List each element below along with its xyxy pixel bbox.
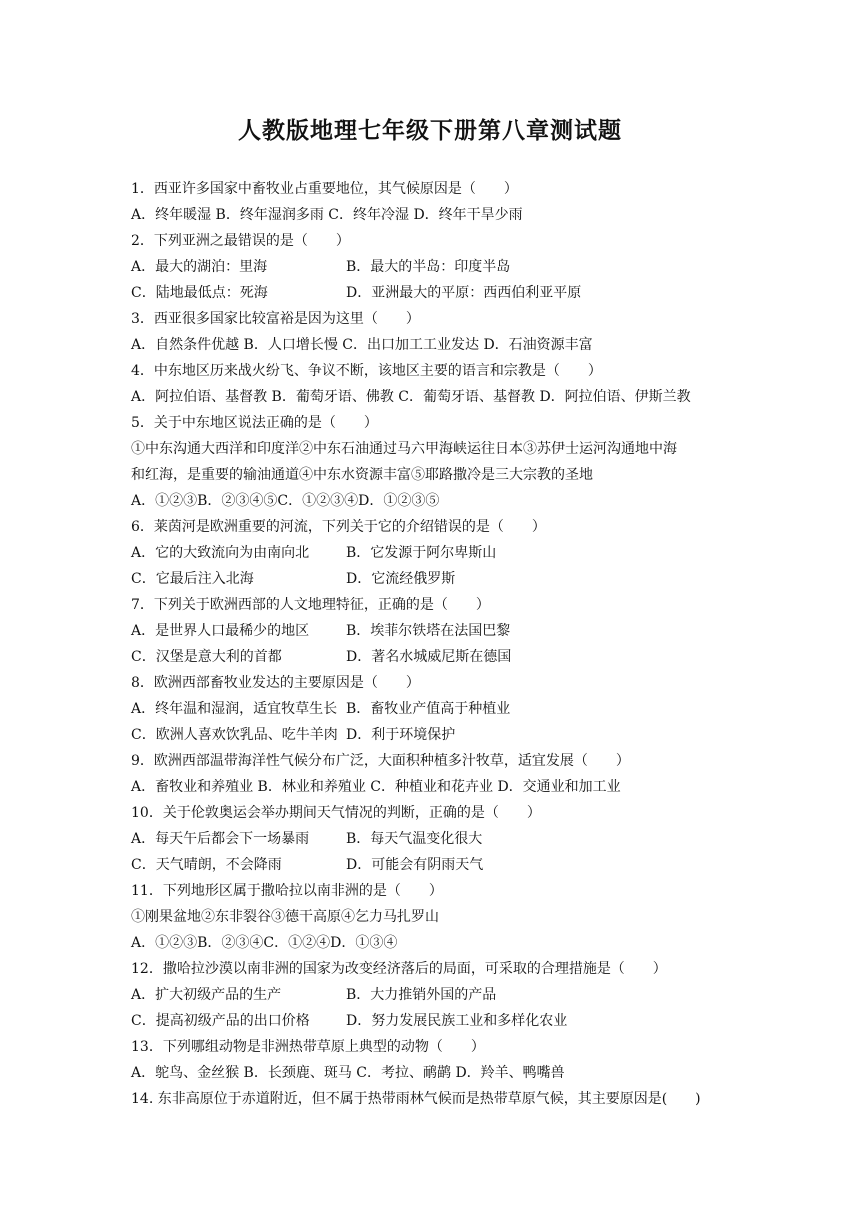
question-8-option-a: A．终年温和湿润，适宜牧草生长 (131, 701, 338, 717)
question-10-option-a: A．每天午后都会下一场暴雨 (131, 831, 310, 847)
question-9-stem: 9．欧洲西部温带海洋性气候分布广泛，大面积种植多汁牧草，适宜发展（ ） (131, 753, 630, 769)
question-8-options-row-2 (131, 722, 751, 748)
question-8-option-b: B．畜牧业产值高于种植业 (346, 701, 511, 717)
question-5-stem: 5．关于中东地区说法正确的是（ ） (131, 415, 378, 431)
question-12-option-c: C．提高初级产品的出口价格 (131, 1013, 310, 1029)
question-6-stem: 6．莱茵河是欧洲重要的河流，下列关于它的介绍错误的是（ ） (131, 519, 546, 535)
question-6-option-d: D．它流经俄罗斯 (346, 571, 456, 587)
question-10-stem: 10．关于伦敦奥运会举办期间天气情况的判断，正确的是（ ） (131, 805, 541, 821)
question-5-statements-2: 和红海，是重要的输油通道④中东水资源丰富⑤耶路撒冷是三大宗教的圣地 (131, 467, 593, 483)
question-8-stem: 8．欧洲西部畜牧业发达的主要原因是（ ） (131, 675, 420, 691)
question-11-statements: ①刚果盆地②东非裂谷③德干高原④乞力马扎罗山 (131, 909, 439, 925)
question-2-option-c: C．陆地最低点：死海 (131, 285, 268, 301)
question-12-options-row-1 (131, 982, 751, 1008)
question-10-option-c: C．天气晴朗，不会降雨 (131, 857, 282, 873)
question-11-options: A．①②③B．②③④C．①②④D．①③④ (131, 935, 398, 951)
question-13-options: A．鸵鸟、金丝猴 B．长颈鹿、斑马 C．考拉、鸸鹋 D．羚羊、鸭嘴兽 (131, 1065, 565, 1081)
question-list (131, 176, 751, 1112)
question-7-option-b: B．埃菲尔铁塔在法国巴黎 (346, 623, 511, 639)
question-2-stem: 2．下列亚洲之最错误的是（ ） (131, 233, 350, 249)
question-2-options-row-1 (131, 254, 751, 280)
question-12-option-b: B．大力推销外国的产品 (346, 987, 497, 1003)
question-1-stem: 1．西亚许多国家中畜牧业占重要地位，其气候原因是（ ） (131, 181, 518, 197)
question-7-stem: 7．下列关于欧洲西部的人文地理特征，正确的是（ ） (131, 597, 490, 613)
question-10-options-row-1 (131, 826, 751, 852)
question-12-options-row-2 (131, 1008, 751, 1034)
question-6-option-a: A．它的大致流向为由南向北 (131, 545, 310, 561)
question-1-options: A．终年暖湿 B．终年湿润多雨 C．终年冷湿 D．终年干旱少雨 (131, 207, 523, 223)
question-5-options: A．①②③B．②③④⑤C．①②③④D．①②③⑤ (131, 493, 440, 509)
question-6-option-b: B．它发源于阿尔卑斯山 (346, 545, 497, 561)
question-10-option-d: D．可能会有阴雨天气 (346, 857, 484, 873)
question-2-options-row-2 (131, 280, 751, 306)
question-3-stem: 3．西亚很多国家比较富裕是因为这里（ ） (131, 311, 420, 327)
question-12-option-a: A．扩大初级产品的生产 (131, 987, 282, 1003)
question-7-option-a: A．是世界人口最稀少的地区 (131, 623, 310, 639)
question-3-options: A．自然条件优越 B．人口增长慢 C．出口加工工业发达 D．石油资源丰富 (131, 337, 593, 353)
question-5-statements-1: ①中东沟通大西洋和印度洋②中东石油通过马六甲海峡运往日本③苏伊士运河沟通地中海 (131, 441, 677, 457)
question-4-options: A．阿拉伯语、基督教 B．葡萄牙语、佛教 C．葡萄牙语、基督教 D．阿拉伯语、伊斯兰教 (131, 389, 691, 405)
question-8-option-c: C．欧洲人喜欢饮乳品、吃牛羊肉 (131, 727, 338, 743)
question-7-option-c: C．汉堡是意大利的首都 (131, 649, 282, 665)
question-8-options-row-1 (131, 696, 751, 722)
question-7-option-d: D．著名水城威尼斯在德国 (346, 649, 512, 665)
question-10-option-b: B．每天气温变化很大 (346, 831, 483, 847)
question-4-stem: 4．中东地区历来战火纷飞、争议不断，该地区主要的语言和宗教是（ ） (131, 363, 602, 379)
page-title: 人教版地理七年级下册第八章测试题 (238, 117, 622, 144)
question-14-stem: 14. 东非高原位于赤道附近，但不属于热带雨林气候而是热带草原气候，其主要原因是( ) (131, 1091, 701, 1107)
question-12-stem: 12．撒哈拉沙漠以南非洲的国家为改变经济落后的局面，可采取的合理措施是（ ） (131, 961, 667, 977)
question-12-option-d: D．努力发展民族工业和多样化农业 (346, 1013, 568, 1029)
question-7-options-row-2 (131, 644, 751, 670)
question-10-options-row-2 (131, 852, 751, 878)
question-7-options-row-1 (131, 618, 751, 644)
question-2-option-a: A．最大的湖泊：里海 (131, 259, 268, 275)
question-6-options-row-2 (131, 566, 751, 592)
question-8-option-d: D．利于环境保护 (346, 727, 456, 743)
question-6-options-row-1 (131, 540, 751, 566)
question-13-stem: 13．下列哪组动物是非洲热带草原上典型的动物（ ） (131, 1039, 485, 1055)
question-9-options: A．畜牧业和养殖业 B．林业和养殖业 C．种植业和花卉业 D．交通业和加工业 (131, 779, 621, 795)
question-6-option-c: C．它最后注入北海 (131, 571, 254, 587)
question-11-stem: 11．下列地形区属于撒哈拉以南非洲的是（ ） (131, 883, 443, 899)
question-2-option-b: B．最大的半岛：印度半岛 (346, 259, 511, 275)
question-2-option-d: D．亚洲最大的平原：西西伯利亚平原 (346, 285, 582, 301)
